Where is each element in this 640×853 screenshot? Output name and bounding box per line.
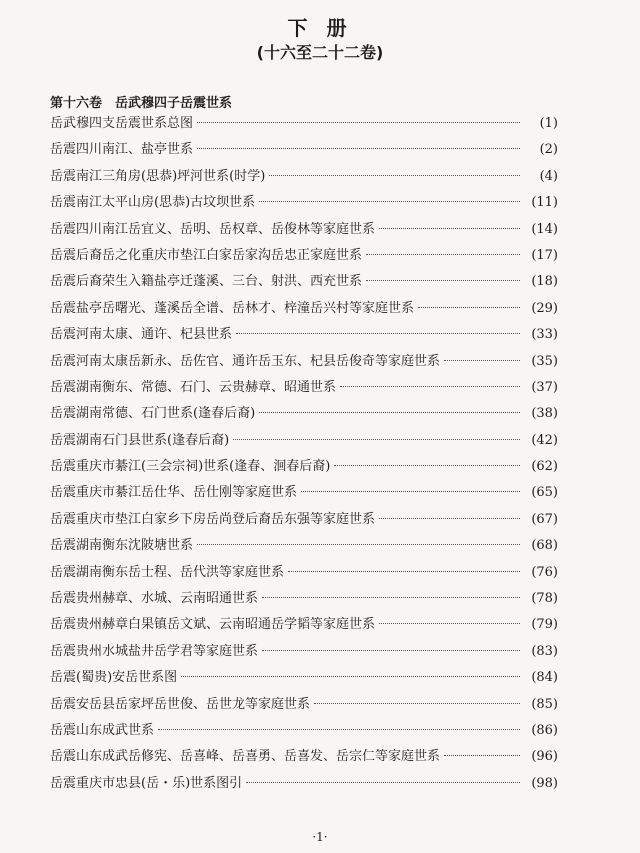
volume-title: 下 册 xyxy=(287,16,353,40)
dot-leader xyxy=(418,307,520,308)
toc-entry-title: 岳震(蜀贵)安岳世系图 xyxy=(50,670,178,686)
toc-entry-page: (62) xyxy=(531,459,558,475)
toc-entry-title: 岳震重庆市垫江白家乡下房岳尚登后裔岳东强等家庭世系 xyxy=(50,511,376,527)
toc-entry-title: 岳震后裔荣生入籍盐亭迁蓬溪、三台、射洪、西充世系 xyxy=(50,274,363,290)
dot-leader xyxy=(444,755,520,756)
dot-leader xyxy=(246,782,520,783)
toc-entry-title: 岳震重庆市綦江(三会宗祠)世系(逢春、洄春后裔) xyxy=(50,459,331,475)
toc-entry-page: (76) xyxy=(531,564,558,580)
toc-entry-title: 岳震四川南江岳宜义、岳明、岳权章、岳俊林等家庭世系 xyxy=(50,221,376,237)
toc-entry xyxy=(50,429,558,455)
toc-entry-title: 岳震贵州赫章、水城、云南昭通世系 xyxy=(50,591,259,607)
dot-leader xyxy=(259,201,520,202)
toc-entry xyxy=(50,719,558,745)
dot-leader xyxy=(379,228,520,229)
toc-entry-title: 岳震南江三角房(思恭)坪河世系(时学) xyxy=(50,168,266,184)
toc-entry xyxy=(50,640,558,666)
toc-entry xyxy=(50,218,558,244)
toc-entry xyxy=(50,244,558,270)
toc-entry xyxy=(50,297,558,323)
toc-entry-title: 岳震四川南江、盐亭世系 xyxy=(50,142,194,158)
dot-leader xyxy=(181,676,520,677)
toc-entry-page: (67) xyxy=(531,511,558,527)
toc-entry xyxy=(50,350,558,376)
toc-entry-page: (79) xyxy=(531,617,558,633)
toc-entry xyxy=(50,455,558,481)
toc-entry-title: 岳震河南太康、通许、杞县世系 xyxy=(50,327,233,343)
toc-entry-title: 岳震山东成武岳修宪、岳喜峰、岳喜勇、岳喜发、岳宗仁等家庭世系 xyxy=(50,749,441,765)
toc-entry-page: (18) xyxy=(531,274,558,290)
toc-entry-page: (2) xyxy=(539,142,558,158)
toc-entry-page: (86) xyxy=(531,722,558,738)
toc-entry xyxy=(50,693,558,719)
toc-entry xyxy=(50,270,558,296)
toc-entry xyxy=(50,138,558,164)
toc-entry xyxy=(50,376,558,402)
dot-leader xyxy=(259,412,520,413)
dot-leader xyxy=(197,122,520,123)
dot-leader xyxy=(334,465,520,466)
dot-leader xyxy=(366,254,520,255)
toc-entry-title: 岳震湖南衡东沈陂塘世系 xyxy=(50,538,194,554)
toc-entry xyxy=(50,666,558,692)
toc-entry-title: 岳震安岳县岳家坪岳世俊、岳世龙等家庭世系 xyxy=(50,696,311,712)
toc-entry-page: (38) xyxy=(531,406,558,422)
toc-entry xyxy=(50,508,558,534)
dot-leader xyxy=(301,491,520,492)
dot-leader xyxy=(262,650,520,651)
toc-entry-title: 岳震湖南衡东、常德、石门、云贵赫章、昭通世系 xyxy=(50,379,337,395)
toc-entry-page: (37) xyxy=(531,379,558,395)
toc-entry-page: (1) xyxy=(539,116,558,131)
toc-entry-page: (98) xyxy=(531,775,558,791)
toc-entry-page: (14) xyxy=(531,221,558,237)
page-number: ·1· xyxy=(312,830,328,844)
dot-leader xyxy=(379,623,520,624)
toc-entry-title: 岳震贵州水城盐井岳学君等家庭世系 xyxy=(50,643,259,659)
toc-entry-page: (42) xyxy=(531,432,558,448)
dot-leader xyxy=(158,729,520,730)
dot-leader xyxy=(262,597,520,598)
toc-entry xyxy=(50,745,558,771)
toc-entry-title: 岳震贵州赫章白果镇岳文斌、云南昭通岳学韬等家庭世系 xyxy=(50,617,376,633)
toc-entry-page: (17) xyxy=(531,247,558,263)
toc-entry-page: (65) xyxy=(531,485,558,501)
toc-entry-title: 岳震重庆市忠县(岳・乐)世系图引 xyxy=(50,775,243,791)
toc-entry-title: 岳震湖南石门县世系(逢春后裔) xyxy=(50,432,230,448)
toc-entry xyxy=(50,534,558,560)
toc-entry xyxy=(50,402,558,428)
toc-entry-title: 岳武穆四支岳震世系总图 xyxy=(50,116,194,131)
toc-entry-title: 岳震南江太平山房(思恭)古坟坝世系 xyxy=(50,195,256,211)
toc-entry-title: 岳震重庆市綦江岳仕华、岳仕刚等家庭世系 xyxy=(50,485,298,501)
toc-entry-title: 岳震河南太康岳新永、岳佐官、通许岳玉东、杞县岳俊奇等家庭世系 xyxy=(50,353,441,369)
toc-entry xyxy=(50,323,558,349)
toc-entry-page: (96) xyxy=(531,749,558,765)
toc-entry-page: (85) xyxy=(531,696,558,712)
toc-entry xyxy=(50,587,558,613)
table-of-contents xyxy=(50,112,558,798)
section-heading: 第十六卷 岳武穆四子岳震世系 xyxy=(50,96,233,111)
toc-entry-page: (68) xyxy=(531,538,558,554)
dot-leader xyxy=(197,148,520,149)
dot-leader xyxy=(444,360,520,361)
toc-entry-page: (33) xyxy=(531,327,558,343)
toc-entry xyxy=(50,165,558,191)
dot-leader xyxy=(314,703,520,704)
toc-entry xyxy=(50,561,558,587)
toc-entry-title: 岳震后裔岳之化重庆市垫江白家岳家沟岳忠正家庭世系 xyxy=(50,247,363,263)
toc-entry-page: (29) xyxy=(531,300,558,316)
dot-leader xyxy=(340,386,520,387)
toc-entry xyxy=(50,112,558,138)
toc-entry-page: (84) xyxy=(531,670,558,686)
toc-entry xyxy=(50,481,558,507)
toc-entry xyxy=(50,191,558,217)
dot-leader xyxy=(197,544,520,545)
toc-entry-page: (35) xyxy=(531,353,558,369)
toc-entry xyxy=(50,772,558,798)
toc-entry-page: (83) xyxy=(531,643,558,659)
toc-entry-page: (11) xyxy=(531,195,558,211)
toc-entry-title: 岳震盐亭岳曙光、蓬溪岳全谱、岳林才、梓潼岳兴村等家庭世系 xyxy=(50,300,415,316)
toc-entry-title: 岳震湖南衡东岳士程、岳代洪等家庭世系 xyxy=(50,564,285,580)
dot-leader xyxy=(233,439,520,440)
dot-leader xyxy=(379,518,520,519)
dot-leader xyxy=(236,333,520,334)
dot-leader xyxy=(366,280,520,281)
dot-leader xyxy=(269,175,520,176)
toc-entry-title: 岳震湖南常德、石门世系(逢春后裔) xyxy=(50,406,256,422)
dot-leader xyxy=(288,571,520,572)
toc-entry-page: (78) xyxy=(531,591,558,607)
toc-entry-page: (4) xyxy=(539,168,558,184)
volume-subtitle: (十六至二十二卷) xyxy=(256,43,384,62)
toc-entry xyxy=(50,613,558,639)
toc-entry-title: 岳震山东成武世系 xyxy=(50,722,155,738)
